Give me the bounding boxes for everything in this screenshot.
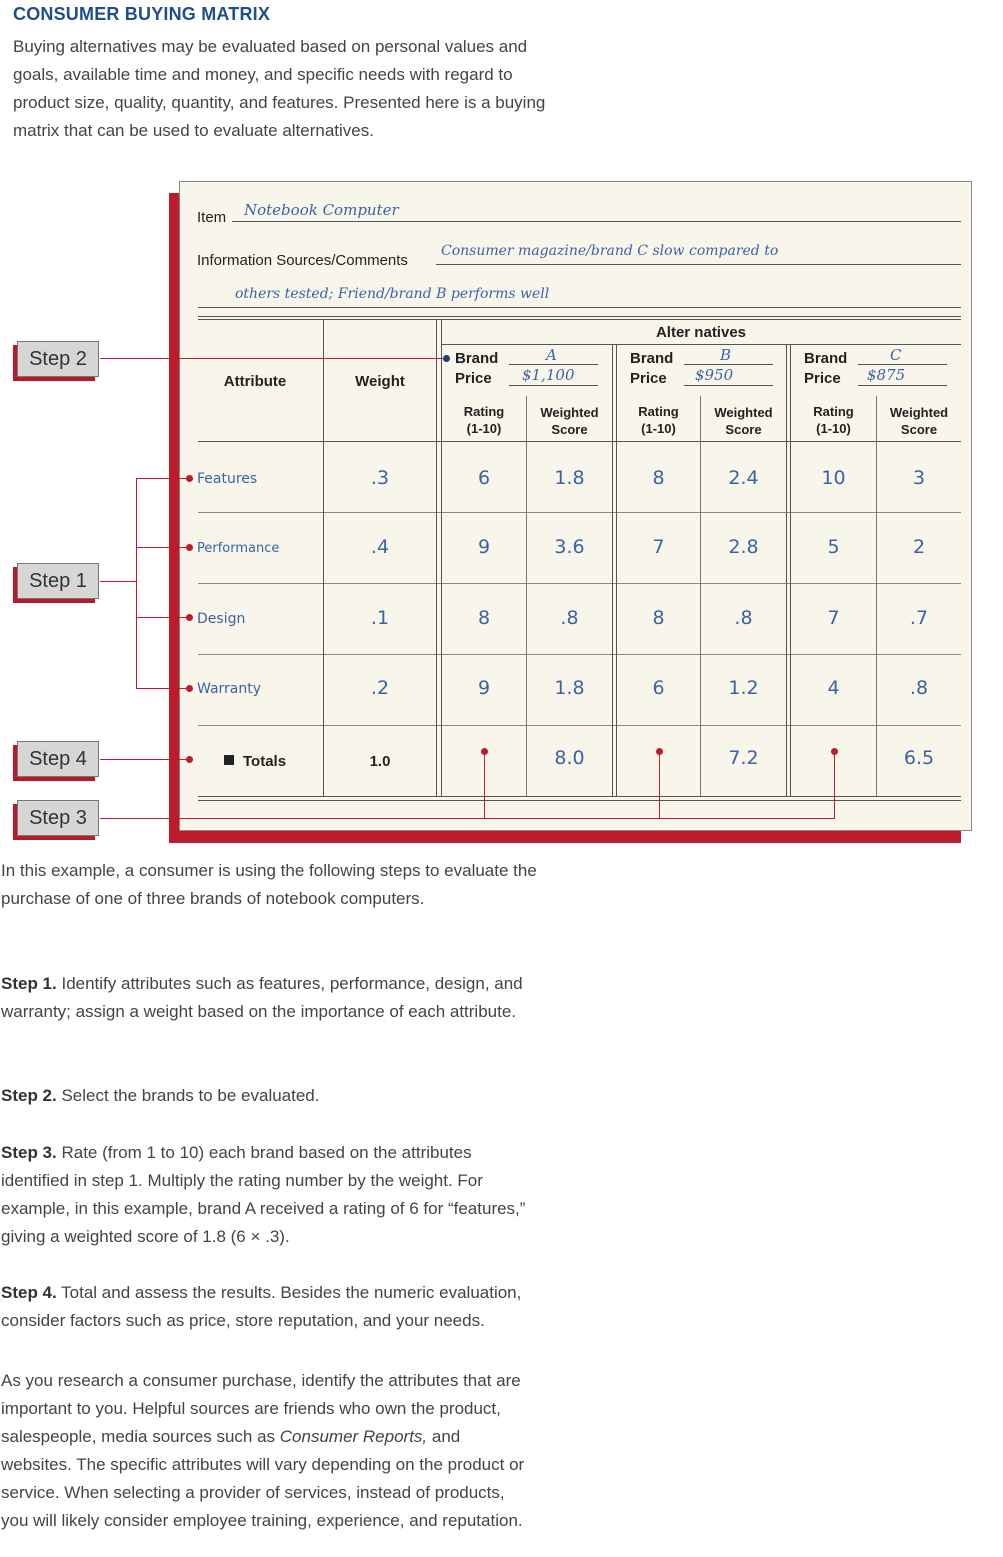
rating-header-c-line1: Rating bbox=[813, 404, 854, 419]
table-top-line-2 bbox=[198, 319, 961, 320]
step4-paragraph-text: Total and assess the results. Besides the numeric evaluation, consider factors such as price, store reputation, and your needs. bbox=[1, 1283, 522, 1330]
cell-warranty-b-rating: 6 bbox=[652, 677, 665, 699]
alternatives-underline bbox=[441, 344, 961, 345]
cell-design-b-score: .8 bbox=[734, 607, 753, 629]
brand-b-name: B bbox=[720, 346, 732, 364]
weight-design: .1 bbox=[370, 607, 390, 629]
cell-warranty-a-rating: 9 bbox=[477, 677, 491, 699]
step3-branch-c bbox=[834, 752, 835, 818]
step4-connector-line bbox=[100, 759, 188, 760]
dot-rating-a bbox=[481, 748, 488, 755]
dot-performance bbox=[186, 544, 193, 551]
cell-features-a-rating: 6 bbox=[477, 467, 491, 489]
brand-a-line bbox=[509, 364, 598, 365]
weighted-header-b bbox=[701, 404, 786, 438]
brand-a-label: Brand bbox=[455, 350, 499, 367]
step3-paragraph bbox=[1, 1139, 541, 1251]
step2-paragraph-label: Step 2. bbox=[1, 1086, 57, 1105]
brand-b-price: $950 bbox=[695, 366, 734, 384]
sources-value-1: Consumer magazine/brand C slow compared to bbox=[441, 243, 779, 259]
page-title: CONSUMER BUYING MATRIX bbox=[13, 4, 271, 24]
weighted-header-b-line1: Weighted bbox=[714, 405, 773, 420]
step4-paragraph-label: Step 4. bbox=[1, 1283, 57, 1302]
row-sep-4 bbox=[198, 725, 961, 726]
dot-design bbox=[186, 614, 193, 621]
attribute-header: Attribute bbox=[223, 373, 287, 390]
brand-b-line bbox=[684, 364, 773, 365]
cell-design-b-rating: 8 bbox=[652, 607, 665, 629]
price-c-label: Price bbox=[804, 370, 841, 387]
step1-connector-line bbox=[100, 581, 136, 582]
rating-header-b-line2: (1-10) bbox=[641, 421, 676, 436]
totals-square-icon bbox=[224, 755, 234, 765]
step2-box: Step 2 bbox=[17, 341, 99, 377]
brand-c-label: Brand bbox=[804, 350, 848, 367]
step4-box: Step 4 bbox=[17, 741, 99, 777]
rating-header-c bbox=[791, 403, 876, 437]
cell-performance-c-score: 2 bbox=[912, 536, 926, 558]
step1-bracket-design bbox=[136, 617, 188, 618]
cell-performance-b-rating: 7 bbox=[652, 536, 665, 558]
table-top-line-1 bbox=[198, 316, 961, 317]
step3-branch-a bbox=[484, 752, 485, 818]
weighted-header-b-line2: Score bbox=[725, 422, 762, 437]
cell-performance-c-rating: 5 bbox=[827, 536, 840, 558]
step1-box: Step 1 bbox=[17, 563, 99, 599]
step1-bracket-features bbox=[136, 478, 188, 479]
price-c-line bbox=[858, 385, 947, 386]
rating-header-a-line1: Rating bbox=[463, 404, 505, 419]
item-value: Notebook Computer bbox=[244, 201, 399, 219]
total-score-b: 7.2 bbox=[728, 747, 759, 769]
price-b-label: Price bbox=[630, 370, 667, 387]
step3-box: Step 3 bbox=[17, 800, 99, 836]
step3-paragraph-text: Rate (from 1 to 10) each brand based on the attributes identified in step 1. Multiply the rating number by the weight. For example, in this example, brand A received a rating of 6 for “features,” giving a weighted score of 1.8 (6 × .3). bbox=[1, 1143, 526, 1246]
cell-design-c-rating: 7 bbox=[827, 607, 840, 629]
weight-performance: .4 bbox=[370, 536, 390, 558]
example-paragraph: In this example, a consumer is using the following steps to evaluate the purchase of one of three brands of notebook computers. bbox=[1, 861, 537, 908]
intro-paragraph: Buying alternatives may be evaluated based on personal values and goals, available time and money, and specific needs with regard to product size, quality, quantity, and features. Presented here is a buying matrix that can be used to evaluate alternatives. bbox=[13, 37, 546, 140]
attribute-performance: Performance bbox=[197, 541, 280, 556]
item-underline bbox=[232, 221, 961, 222]
sources-value-2: others tested; Friend/brand B performs well bbox=[235, 286, 550, 302]
step1-bracket-vertical bbox=[136, 478, 137, 688]
weighted-header-a bbox=[527, 404, 612, 438]
step2-connector-dot bbox=[443, 355, 450, 362]
rating-header-a bbox=[442, 403, 526, 437]
brand-a-name: A bbox=[546, 346, 557, 364]
step1-bracket-warranty bbox=[136, 688, 188, 689]
step2-paragraph-text: Select the brands to be evaluated. bbox=[56, 1086, 320, 1105]
cell-warranty-c-score: .8 bbox=[909, 677, 929, 699]
step1-paragraph-text: Identify attributes such as features, performance, design, and warranty; assign a weight based on the importance of each attribute. bbox=[1, 974, 523, 1021]
cell-design-a-score: .8 bbox=[560, 607, 579, 629]
step3-paragraph-label: Step 3. bbox=[1, 1143, 57, 1162]
totals-weight: 1.0 bbox=[369, 753, 391, 770]
total-score-c: 6.5 bbox=[903, 747, 935, 769]
row-sep-1 bbox=[198, 512, 961, 513]
cell-features-b-score: 2.4 bbox=[728, 467, 759, 489]
attribute-features: Features bbox=[197, 471, 258, 487]
rating-header-c-line2: (1-10) bbox=[816, 421, 851, 436]
step3-branch-b bbox=[659, 752, 660, 818]
dot-rating-c bbox=[831, 748, 838, 755]
col-line-b-mid bbox=[700, 396, 701, 796]
step4-paragraph bbox=[1, 1279, 541, 1335]
step1-paragraph bbox=[1, 970, 541, 1026]
totals-label: Totals bbox=[243, 753, 287, 770]
step1-paragraph-label: Step 1. bbox=[1, 974, 57, 993]
attribute-warranty: Warranty bbox=[197, 681, 262, 697]
col-line-bc-1 bbox=[786, 344, 787, 796]
closing-paragraph bbox=[1, 1367, 531, 1535]
closing-paragraph-em: Consumer Reports, bbox=[279, 1427, 428, 1446]
rating-header-b-line1: Rating bbox=[638, 404, 679, 419]
cell-design-a-rating: 8 bbox=[477, 607, 491, 629]
sources-underline-2 bbox=[198, 307, 961, 308]
brand-c-name: C bbox=[890, 346, 902, 364]
brand-c-line bbox=[858, 364, 947, 365]
buying-matrix-form bbox=[179, 181, 972, 831]
total-score-a: 8.0 bbox=[554, 747, 585, 769]
brand-c-price: $875 bbox=[867, 366, 906, 384]
sources-label: Information Sources/Comments bbox=[197, 252, 408, 269]
cell-warranty-b-score: 1.2 bbox=[728, 677, 759, 699]
col-line-c-mid bbox=[876, 396, 877, 796]
dot-totals bbox=[186, 756, 193, 763]
weight-warranty: .2 bbox=[370, 677, 390, 699]
rating-header-b bbox=[617, 403, 700, 437]
brand-b-label: Brand bbox=[630, 350, 674, 367]
item-label: Item bbox=[197, 209, 227, 226]
price-a-label: Price bbox=[455, 370, 492, 387]
closing-paragraph-b: and websites. The specific attributes will vary depending on the product or service. When selecting a provider of services, instead of products, you will likely consider employee training, experience, and reputation. bbox=[1, 1427, 525, 1530]
row-sep-3 bbox=[198, 654, 961, 655]
cell-features-b-rating: 8 bbox=[652, 467, 665, 489]
step2-paragraph bbox=[1, 1082, 541, 1110]
cell-performance-a-rating: 9 bbox=[477, 536, 491, 558]
cell-performance-a-score: 3.6 bbox=[554, 536, 585, 558]
rating-header-a-line2: (1-10) bbox=[466, 421, 502, 436]
table-bottom-line-2 bbox=[198, 800, 961, 801]
col-line-ab-1 bbox=[612, 344, 613, 796]
weighted-header-c bbox=[877, 404, 961, 438]
step1-bracket-performance bbox=[136, 547, 188, 548]
cell-features-c-score: 3 bbox=[912, 467, 926, 489]
table-header-bottom bbox=[198, 441, 961, 442]
row-sep-2 bbox=[198, 583, 961, 584]
price-b-line bbox=[684, 385, 773, 386]
cell-performance-b-score: 2.8 bbox=[728, 536, 759, 558]
weighted-header-a-line2: Score bbox=[551, 422, 588, 437]
cell-features-a-score: 1.8 bbox=[554, 467, 585, 489]
step3-connector-line bbox=[100, 818, 835, 819]
step2-connector-line bbox=[100, 358, 443, 359]
attribute-design: Design bbox=[197, 611, 246, 627]
weight-features: .3 bbox=[370, 467, 390, 489]
weighted-header-c-line1: Weighted bbox=[889, 405, 949, 420]
alternatives-header: Alter natives bbox=[655, 324, 747, 341]
weight-header: Weight bbox=[355, 373, 405, 390]
weighted-header-a-line1: Weighted bbox=[540, 405, 599, 420]
closing-paragraph-a: As you research a consumer purchase, identify the attributes that are important to you. Helpful sources are friends who own the product, salespeople, media sources such as bbox=[1, 1371, 521, 1446]
cell-features-c-rating: 10 bbox=[821, 467, 846, 489]
price-a-line bbox=[509, 385, 598, 386]
sources-underline-1 bbox=[436, 264, 961, 265]
dot-warranty bbox=[186, 685, 193, 692]
cell-warranty-a-score: 1.8 bbox=[554, 677, 585, 699]
cell-warranty-c-rating: 4 bbox=[827, 677, 840, 699]
brand-a-price: $1,100 bbox=[522, 366, 575, 384]
table-bottom-line-1 bbox=[198, 796, 961, 797]
dot-rating-b bbox=[656, 748, 663, 755]
weighted-header-c-line2: Score bbox=[900, 422, 938, 437]
dot-features bbox=[186, 475, 193, 482]
cell-design-c-score: .7 bbox=[909, 607, 929, 629]
col-line-alt-1 bbox=[436, 319, 437, 796]
col-line-a-mid bbox=[526, 396, 527, 796]
